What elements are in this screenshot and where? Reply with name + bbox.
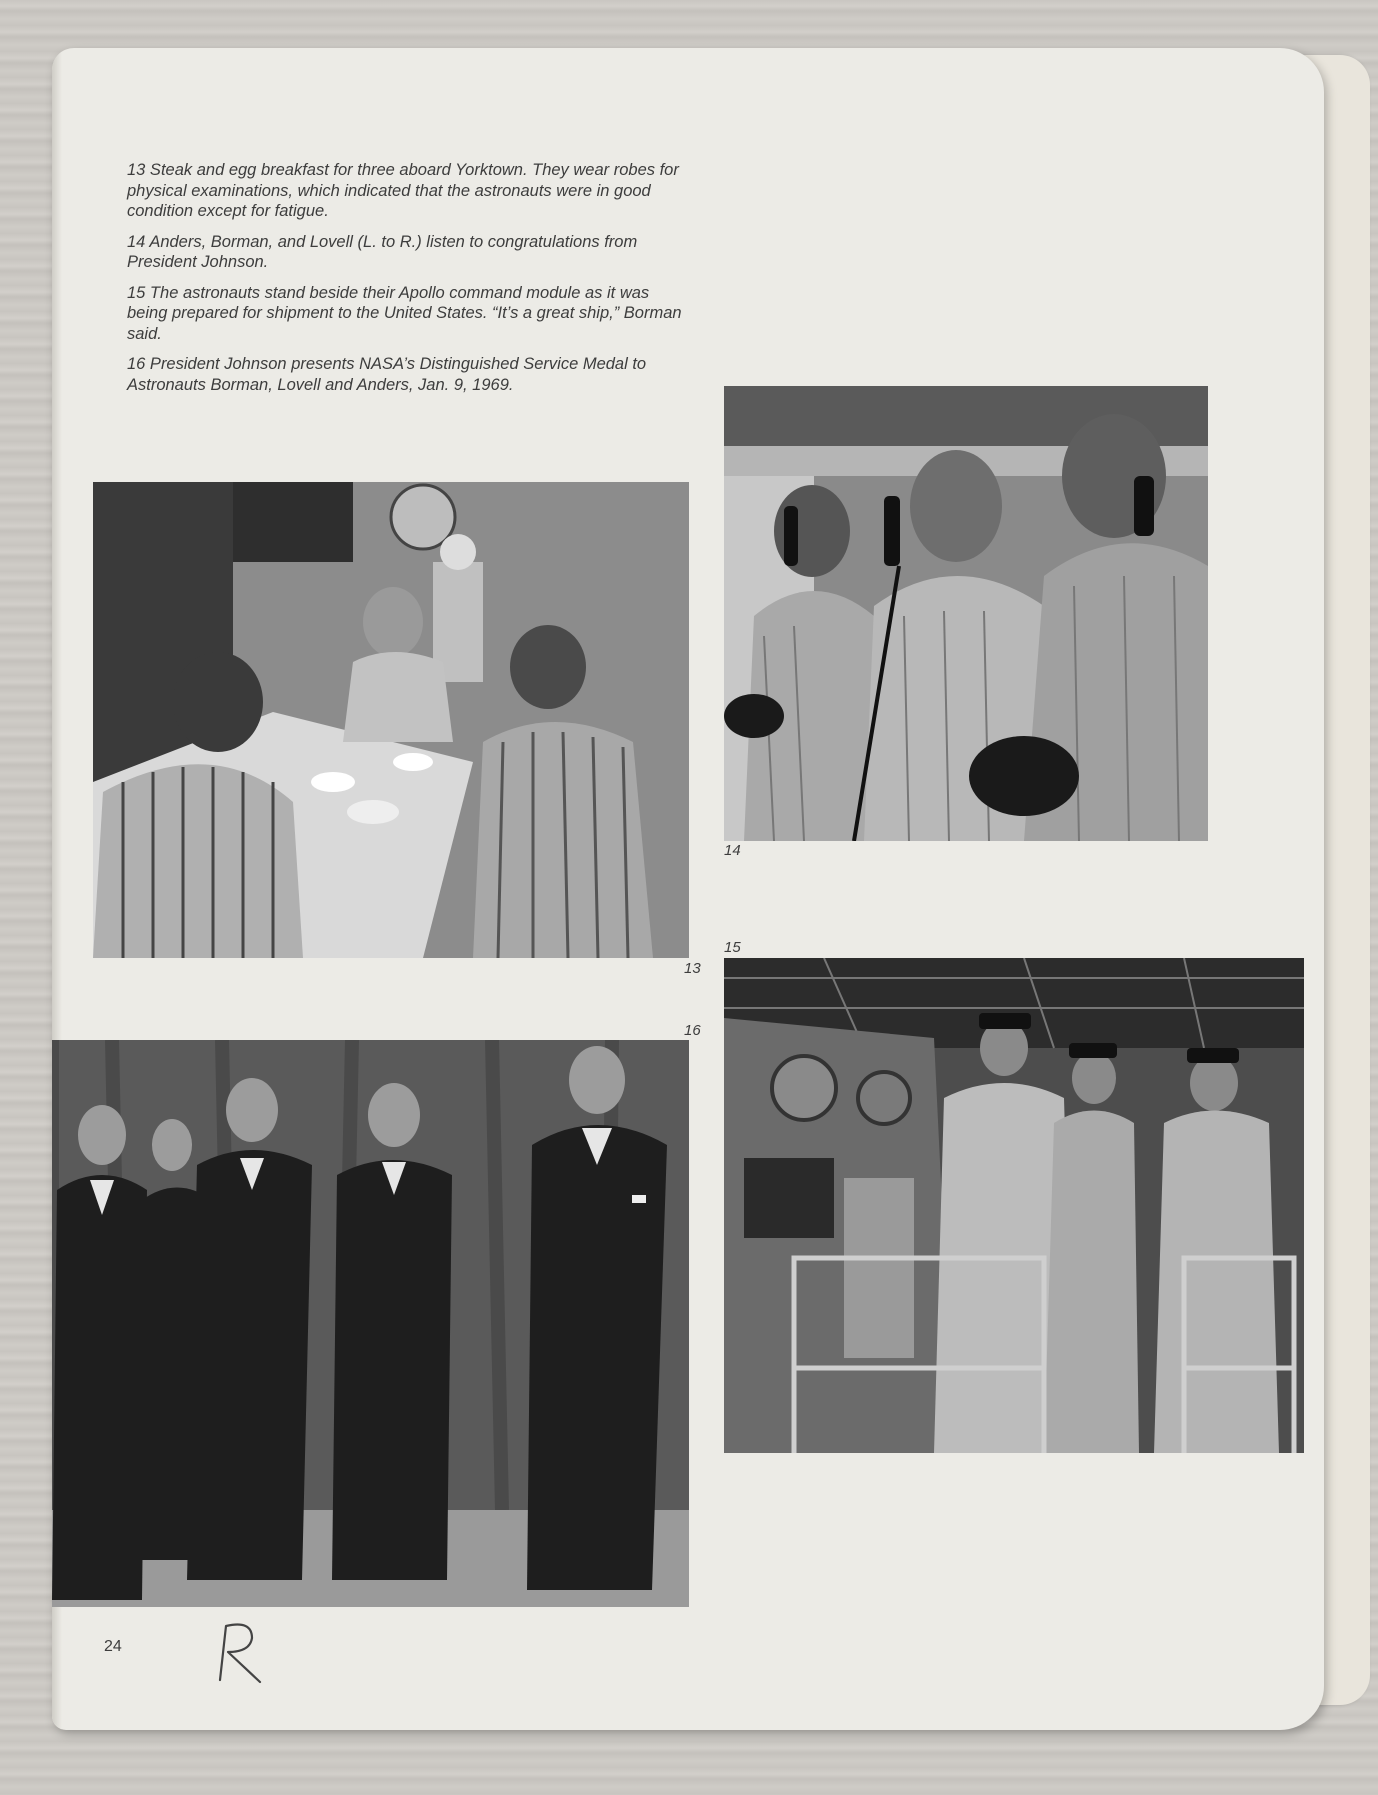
- photo-label-13: 13: [684, 960, 701, 977]
- photo-label-16: 16: [684, 1022, 701, 1039]
- magazine-page: [52, 48, 1324, 1730]
- caption-16: 16 President Johnson presents NASA’s Distinguished Service Medal to Astronauts Borman, Lovell and Anders, Jan. 9, 1969.: [127, 355, 647, 394]
- photo-15-astronauts-beside-command-module: [724, 958, 1304, 1453]
- caption-block: [127, 160, 687, 405]
- photo-16-medal-ceremony: [52, 1040, 689, 1607]
- photo-13-breakfast-aboard-yorktown: [93, 482, 689, 958]
- photo-14-astronauts-on-phones: [724, 386, 1208, 841]
- handwritten-r-mark: [212, 1618, 272, 1688]
- page-number: 24: [104, 1638, 122, 1655]
- caption-13: 13 Steak and egg breakfast for three aboard Yorktown. They wear robes for physical examinations, which indicated that the astronauts were in good condition except for fatigue.: [127, 161, 679, 220]
- caption-15: 15 The astronauts stand beside their Apollo command module as it was being prepared for shipment to the United States. “It’s a great ship,” Borman said.: [127, 283, 682, 343]
- caption-14: 14 Anders, Borman, and Lovell (L. to R.) listen to congratulations from President Johnson.: [127, 232, 638, 271]
- photo-label-15: 15: [724, 939, 741, 956]
- photo-label-14: 14: [724, 842, 741, 859]
